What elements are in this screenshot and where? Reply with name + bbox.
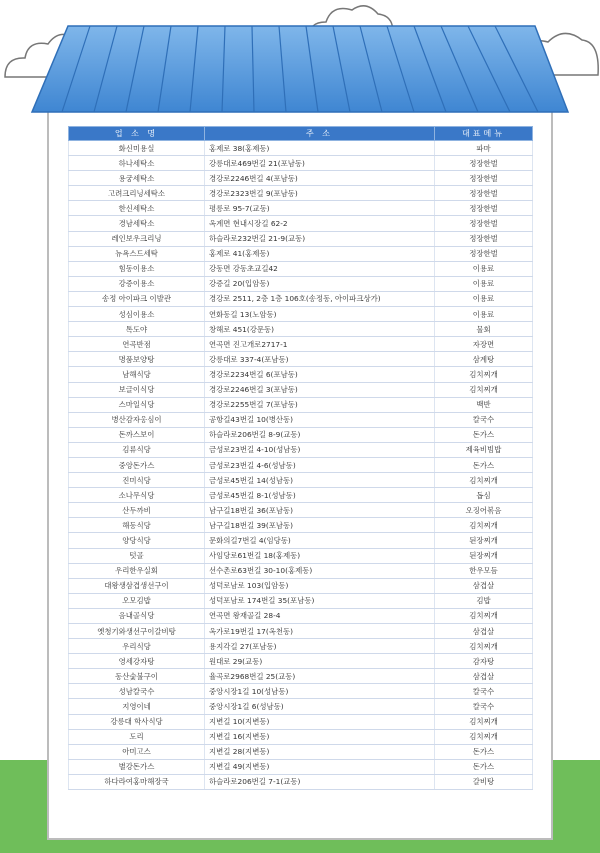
cell-business-name: 아미고스 — [69, 744, 205, 759]
cell-main-menu: 이용료 — [435, 261, 533, 276]
cell-main-menu: 삼겹살 — [435, 669, 533, 684]
cell-main-menu: 칼국수 — [435, 412, 533, 427]
table-row — [69, 397, 533, 412]
cell-main-menu: 감자탕 — [435, 654, 533, 669]
cell-main-menu: 돕심 — [435, 488, 533, 503]
table-row — [69, 457, 533, 472]
cell-main-menu: 김치찌개 — [435, 518, 533, 533]
business-table-wrapper — [68, 126, 532, 790]
cell-main-menu: 정장한벌 — [435, 246, 533, 261]
table-row — [69, 639, 533, 654]
cell-address: 사임당로61번길 18(홍제동) — [205, 548, 435, 563]
table-row — [69, 231, 533, 246]
cell-address: 문화의길7번길 4(임당동) — [205, 533, 435, 548]
cell-main-menu: 김치찌개 — [435, 473, 533, 488]
cell-address: 홍제로 41(홍제동) — [205, 246, 435, 261]
table-row — [69, 488, 533, 503]
cell-main-menu: 물회 — [435, 322, 533, 337]
cell-address: 중앙시장1길 6(성남동) — [205, 699, 435, 714]
table-row — [69, 518, 533, 533]
cell-business-name: 성남칼국수 — [69, 684, 205, 699]
table-row — [69, 382, 533, 397]
cell-address: 지변길 28(지변동) — [205, 744, 435, 759]
cell-main-menu: 정장한벌 — [435, 201, 533, 216]
cell-business-name: 양당식당 — [69, 533, 205, 548]
table-row — [69, 608, 533, 623]
table-row — [69, 171, 533, 186]
table-row — [69, 261, 533, 276]
cell-business-name: 성심이용소 — [69, 307, 205, 322]
cell-business-name: 소나무식당 — [69, 488, 205, 503]
cell-address: 하슬라로232번길 21-9(교동) — [205, 231, 435, 246]
cell-business-name: 톡도야 — [69, 322, 205, 337]
cell-address: 경강로2255번길 7(포남동) — [205, 397, 435, 412]
cell-main-menu: 정장한벌 — [435, 216, 533, 231]
cell-business-name: 우리한우실회 — [69, 563, 205, 578]
table-row — [69, 201, 533, 216]
cell-main-menu: 된장찌개 — [435, 548, 533, 563]
cell-main-menu: 김치찌개 — [435, 367, 533, 382]
table-row — [69, 684, 533, 699]
cell-main-menu: 삼계탕 — [435, 352, 533, 367]
cell-address: 용지각길 27(포남동) — [205, 639, 435, 654]
cell-business-name: 송정 아이파크 이발관 — [69, 291, 205, 306]
cell-address: 연화동길 13(노암동) — [205, 307, 435, 322]
business-table — [68, 126, 533, 790]
cell-business-name: 뉴욕스드세탁 — [69, 246, 205, 261]
cell-main-menu: 정장한벌 — [435, 186, 533, 201]
table-row — [69, 141, 533, 156]
cell-address: 경강로2234번길 6(포남동) — [205, 367, 435, 382]
cell-address: 금성로23번길 4-10(성남동) — [205, 442, 435, 457]
cell-business-name: 도리 — [69, 729, 205, 744]
table-row — [69, 533, 533, 548]
cell-business-name: 강증이용소 — [69, 276, 205, 291]
cell-main-menu: 삼겹살 — [435, 624, 533, 639]
table-row — [69, 367, 533, 382]
cell-business-name: 병산감자옹심이 — [69, 412, 205, 427]
cell-business-name: 우리식당 — [69, 639, 205, 654]
cell-address: 경강로2246번길 4(포남동) — [205, 171, 435, 186]
table-row — [69, 714, 533, 729]
cell-main-menu: 자장면 — [435, 337, 533, 352]
cell-address: 성덕로남로 103(입암동) — [205, 578, 435, 593]
cell-address: 남구길18번길 39(포남동) — [205, 518, 435, 533]
cell-main-menu: 김치찌개 — [435, 608, 533, 623]
cell-main-menu: 된장찌개 — [435, 533, 533, 548]
cell-business-name: 하다라여홍마해장국 — [69, 774, 205, 789]
table-row — [69, 759, 533, 774]
cell-main-menu: 오징어볶음 — [435, 503, 533, 518]
cell-address: 금성로23번길 4-6(성남동) — [205, 457, 435, 472]
cell-business-name: 영세강자탕 — [69, 654, 205, 669]
cell-address: 옥가로19번길 17(옥천동) — [205, 624, 435, 639]
cell-address: 지변길 10(지변동) — [205, 714, 435, 729]
cell-business-name: 레인보우크리닝 — [69, 231, 205, 246]
cell-business-name: 동산숯불구이 — [69, 669, 205, 684]
cell-business-name: 김류식당 — [69, 442, 205, 457]
cell-address: 하슬라로206번길 8-9(교동) — [205, 427, 435, 442]
table-row — [69, 669, 533, 684]
cell-address: 지변길 16(지변동) — [205, 729, 435, 744]
cell-business-name: 경남세탁소 — [69, 216, 205, 231]
cell-business-name: 하나세탁소 — [69, 156, 205, 171]
cell-address: 경강로 2511, 2층 1층 106호(송정동, 아이파크상가) — [205, 291, 435, 306]
cell-business-name: 지영이네 — [69, 699, 205, 714]
cell-business-name: 옛청기와생선구이갈비탕 — [69, 624, 205, 639]
table-row — [69, 624, 533, 639]
cell-business-name: 진미식당 — [69, 473, 205, 488]
cell-address: 성덕포남로 174번길 35(포남동) — [205, 593, 435, 608]
cell-main-menu: 김밥 — [435, 593, 533, 608]
cell-business-name: 연곡반점 — [69, 337, 205, 352]
cell-address: 홍제로 38(홍제동) — [205, 141, 435, 156]
table-row — [69, 291, 533, 306]
cell-address: 경강로2323번길 9(포남동) — [205, 186, 435, 201]
cell-main-menu: 칼국수 — [435, 684, 533, 699]
cell-business-name: 해동식당 — [69, 518, 205, 533]
table-row — [69, 774, 533, 789]
table-row — [69, 156, 533, 171]
table-row — [69, 578, 533, 593]
cell-address: 지변길 49(지변동) — [205, 759, 435, 774]
cell-business-name: 중앙돈가스 — [69, 457, 205, 472]
cell-main-menu: 이용료 — [435, 307, 533, 322]
table-row — [69, 473, 533, 488]
cell-business-name: 돈까스보이 — [69, 427, 205, 442]
cell-main-menu: 이용료 — [435, 276, 533, 291]
table-row — [69, 699, 533, 714]
cell-main-menu: 파마 — [435, 141, 533, 156]
cell-address: 남구길18번길 36(포남동) — [205, 503, 435, 518]
cell-address: 강릉대로 337-4(포남동) — [205, 352, 435, 367]
cell-business-name: 용궁세탁소 — [69, 171, 205, 186]
cell-address: 강동면 강동초교길42 — [205, 261, 435, 276]
table-row — [69, 593, 533, 608]
cell-address: 공항길43번길 10(병산동) — [205, 412, 435, 427]
cell-address: 강증길 20(입암동) — [205, 276, 435, 291]
cell-address: 강릉대로469번길 21(포남동) — [205, 156, 435, 171]
cell-main-menu: 정장한벌 — [435, 156, 533, 171]
cell-main-menu: 정장한벌 — [435, 171, 533, 186]
cell-main-menu: 한우모듬 — [435, 563, 533, 578]
cell-main-menu: 칼국수 — [435, 699, 533, 714]
header-business-name: 업 소 명 — [69, 127, 205, 141]
table-row — [69, 744, 533, 759]
cell-address: 경강로2246번길 3(포남동) — [205, 382, 435, 397]
table-row — [69, 246, 533, 261]
table-row — [69, 548, 533, 563]
cell-business-name: 오모김밥 — [69, 593, 205, 608]
cell-business-name: 화신미용실 — [69, 141, 205, 156]
cell-business-name: 음내골식당 — [69, 608, 205, 623]
table-row — [69, 307, 533, 322]
cell-main-menu: 제육비빔밥 — [435, 442, 533, 457]
table-header-row — [69, 127, 533, 141]
table-row — [69, 216, 533, 231]
table-row — [69, 563, 533, 578]
cell-business-name: 강릉대 학사식당 — [69, 714, 205, 729]
table-row — [69, 337, 533, 352]
cell-business-name: 대왕생삼겹생선구이 — [69, 578, 205, 593]
table-row — [69, 276, 533, 291]
cell-main-menu: 백반 — [435, 397, 533, 412]
cell-address: 금성로45번길 14(성남동) — [205, 473, 435, 488]
cell-main-menu: 갈비탕 — [435, 774, 533, 789]
table-row — [69, 352, 533, 367]
cell-address: 평릉로 95-7(교동) — [205, 201, 435, 216]
header-address: 주 소 — [205, 127, 435, 141]
cell-business-name: 한신세탁소 — [69, 201, 205, 216]
cell-address: 옥계면 현내시장길 62-2 — [205, 216, 435, 231]
cell-address: 창해로 451(강문동) — [205, 322, 435, 337]
table-row — [69, 503, 533, 518]
cell-address: 중앙시장1길 10(성남동) — [205, 684, 435, 699]
cell-address: 율곡로2968번길 25(교동) — [205, 669, 435, 684]
cell-main-menu: 김치찌개 — [435, 382, 533, 397]
cell-main-menu: 김치찌개 — [435, 729, 533, 744]
cell-address: 연곡면 진고개로2717-1 — [205, 337, 435, 352]
cell-address: 하슬라로206번길 7-1(교동) — [205, 774, 435, 789]
table-row — [69, 654, 533, 669]
cell-business-name: 보글이식당 — [69, 382, 205, 397]
cell-main-menu: 김치찌개 — [435, 714, 533, 729]
cell-business-name: 고려크리닝세탁소 — [69, 186, 205, 201]
cell-business-name: 텃골 — [69, 548, 205, 563]
cell-business-name: 스마일식당 — [69, 397, 205, 412]
table-body — [69, 141, 533, 790]
header-main-menu: 대표메뉴 — [435, 127, 533, 141]
cell-business-name: 별강돈가스 — [69, 759, 205, 774]
table-row — [69, 427, 533, 442]
table-row — [69, 322, 533, 337]
cell-business-name: 산두까비 — [69, 503, 205, 518]
cell-business-name: 남해식당 — [69, 367, 205, 382]
cell-main-menu: 돈가스 — [435, 759, 533, 774]
table-row — [69, 412, 533, 427]
cell-main-menu: 이용료 — [435, 291, 533, 306]
cell-address: 금성로45번길 8-1(성남동) — [205, 488, 435, 503]
cell-main-menu: 돈가스 — [435, 427, 533, 442]
table-row — [69, 186, 533, 201]
cell-main-menu: 돈가스 — [435, 744, 533, 759]
cell-address: 연곡면 왕재골길 28-4 — [205, 608, 435, 623]
table-row — [69, 442, 533, 457]
roof-icon — [0, 0, 600, 120]
cell-main-menu: 삼겹살 — [435, 578, 533, 593]
cell-main-menu: 돈가스 — [435, 457, 533, 472]
cell-address: 선수촌로63번길 30-10(홍제동) — [205, 563, 435, 578]
cell-business-name: 명품보양탕 — [69, 352, 205, 367]
cell-main-menu: 김치찌개 — [435, 639, 533, 654]
cell-business-name: 힘동이용소 — [69, 261, 205, 276]
cell-main-menu: 정장한벌 — [435, 231, 533, 246]
cell-address: 원대로 29(교동) — [205, 654, 435, 669]
table-row — [69, 729, 533, 744]
